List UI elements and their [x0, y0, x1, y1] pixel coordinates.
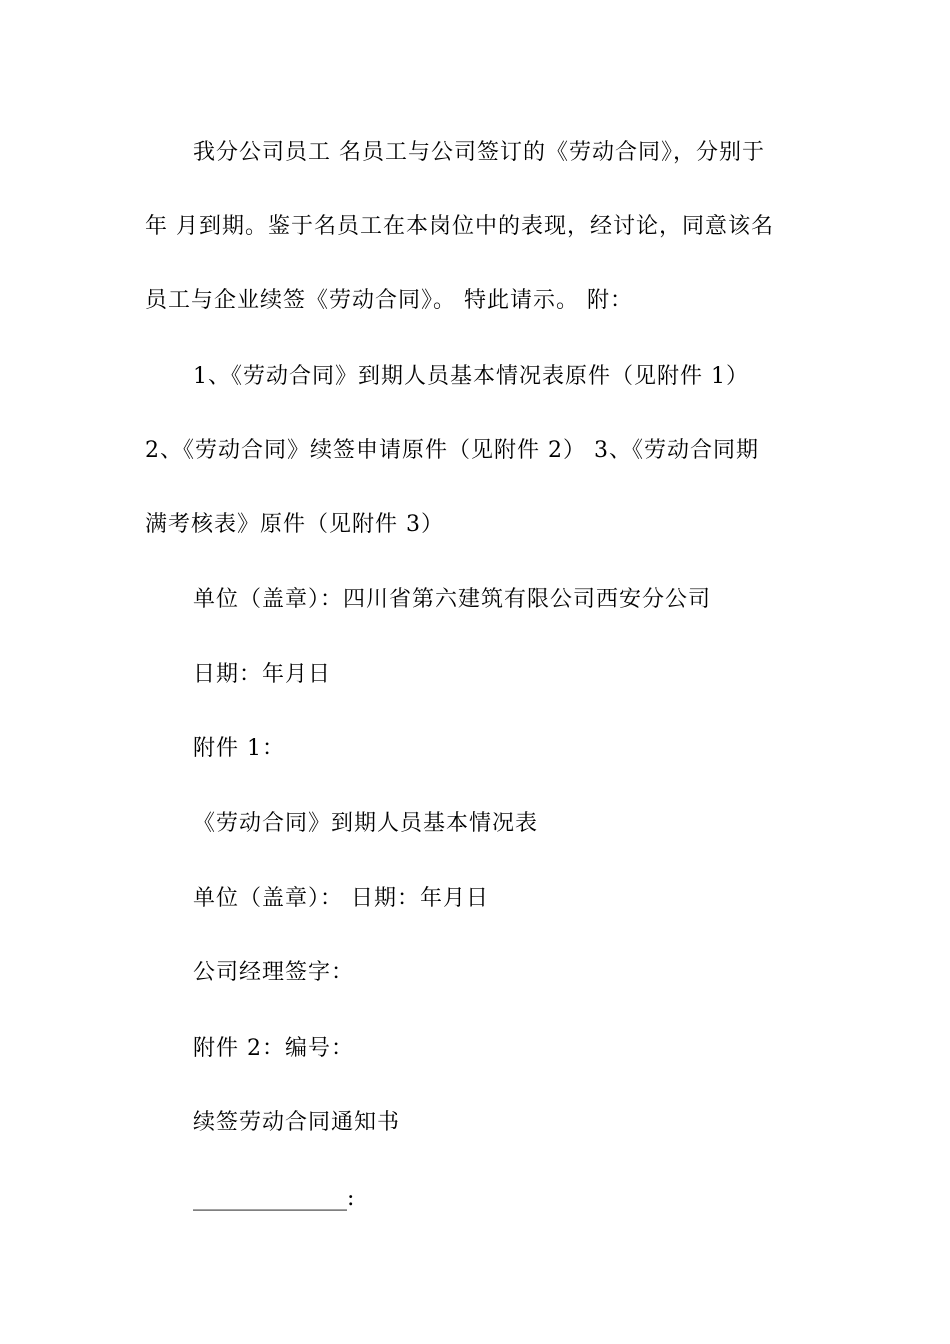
attachments-list-line1: 1、《劳动合同》到期人员基本情况表原件（见附件 1） — [193, 364, 749, 389]
attachment1-title: 《劳动合同》到期人员基本情况表 — [193, 811, 539, 836]
date-line: 日期：年月日 — [193, 662, 332, 687]
paragraph1-line2: 年 月到期。鉴于名员工在本岗位中的表现，经讨论，同意该名 — [145, 214, 774, 239]
attachment1-unit-date: 单位（盖章）： 日期：年月日 — [193, 886, 489, 911]
attachments-list-line3: 满考核表》原件（见附件 3） — [145, 512, 444, 537]
unit-stamp-line: 单位（盖章）：四川省第六建筑有限公司西安分公司 — [193, 587, 712, 612]
paragraph1-line3: 员工与企业续签《劳动合同》。 特此请示。 附： — [145, 288, 633, 313]
addressee-line: ______________: — [193, 1186, 355, 1211]
attachments-list-line2: 2、《劳动合同》续签申请原件（见附件 2） 3、《劳动合同期 — [145, 438, 759, 463]
attachment1-heading: 附件 1： — [193, 736, 285, 761]
attachment2-heading: 附件 2：编号： — [193, 1036, 354, 1061]
renewal-notice-title: 续签劳动合同通知书 — [193, 1110, 401, 1135]
manager-signature-line: 公司经理签字： — [193, 960, 355, 985]
paragraph1-line1: 我分公司员工 名员工与公司签订的《劳动合同》，分别于 — [193, 140, 765, 165]
